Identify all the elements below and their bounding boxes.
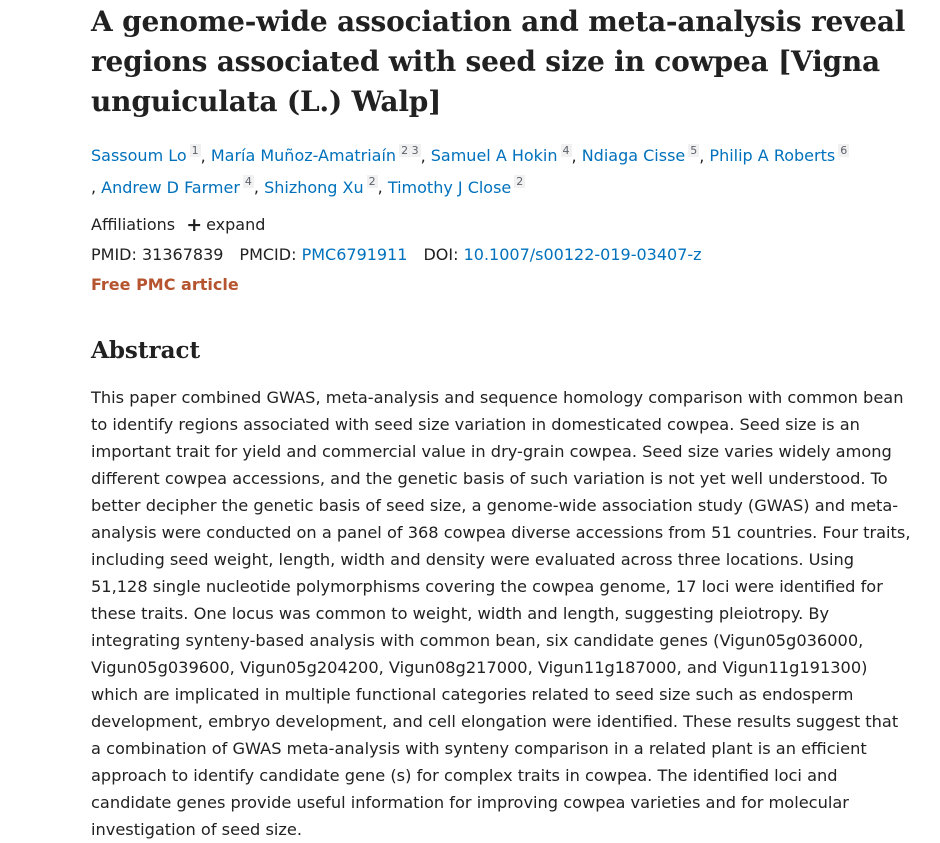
expand-label: expand: [206, 214, 266, 234]
author-item: [91, 146, 201, 165]
author-link[interactable]: Shizhong Xu: [264, 177, 364, 197]
pmcid-label: PMCID:: [239, 244, 297, 264]
author-link[interactable]: Sassoum Lo: [91, 146, 187, 166]
author-link[interactable]: Andrew D Farmer: [101, 177, 240, 197]
author-item: [387, 175, 525, 197]
author-link[interactable]: Ndiaga Cisse: [581, 146, 686, 166]
affiliation-ref[interactable]: 2: [516, 175, 524, 189]
author-item: [709, 146, 849, 165]
affiliation-ref[interactable]: 1: [191, 144, 199, 157]
plus-icon: +: [186, 213, 203, 236]
abstract-text: This paper combined GWAS, meta-analysis and sequence homology comparison with common bean to identify regions associated with seed size variation in domesticated cowpea. Seed size is an important trait for yield and commercial value in dry-grain cowpea. Seed size varies widely among different cowpea accessions, and the genetic basis of such variation is not yet well understood. To better decipher the genetic basis of seed size, a genome-wide association study (GWAS) and meta-analysis were conducted on a panel of 368 cowpea diverse accessions from 51 countries. Four traits, including seed weight, length, width and density were evaluated across three locations. Using 51,128 single nucleotide polymorphisms covering the cowpea genome, 17 loci were identified for these traits. One locus was common to weight, width and length, suggesting pleiotropy. By integrating synteny-based analysis with common bean, six candidate genes (Vigun05g036000, Vigun05g039600, Vigun05g204200, Vigun08g217000, Vigun11g187000, and Vigun11g191300) which are implicated in multiple functional categories related to seed size such as endosperm development, embryo development, and cell elongation were identified. These results suggest that a combination of GWAS meta-analysis with synteny comparison in a related plant is an efficient approach to identify candidate gene (s) for complex traits in cowpea. The identified loci and candidate genes provide useful information for improving cowpea varieties and for molecular investigation of seed size.: [91, 387, 911, 839]
article-title: A genome-wide association and meta-analysis reveal regions associated with seed size in cowpea [Vigna unguiculata (L.) Walp]: [91, 5, 906, 118]
article-content: [91, 0, 911, 843]
free-pmc-article-badge[interactable]: Free PMC article: [91, 274, 239, 294]
affiliation-ref[interactable]: 2 3: [401, 144, 419, 157]
affiliation-ref[interactable]: 6: [840, 144, 848, 157]
author-item: [211, 146, 421, 165]
author-item: [582, 146, 700, 165]
abstract-heading: Abstract: [91, 336, 201, 364]
affiliation-ref[interactable]: 2: [368, 175, 376, 189]
pmid-label: PMID:: [91, 244, 137, 264]
pmid-value: 31367839: [141, 244, 224, 264]
author-link[interactable]: Timothy J Close: [387, 177, 512, 197]
affiliation-ref[interactable]: 5: [690, 144, 698, 157]
pmcid-link[interactable]: PMC6791911: [301, 244, 408, 264]
author-link[interactable]: Samuel A Hokin: [430, 146, 558, 166]
expand-affiliations-button[interactable]: [186, 215, 265, 234]
author-item: [264, 175, 378, 197]
affiliation-ref[interactable]: 4: [244, 175, 252, 189]
doi-link[interactable]: 10.1007/s00122-019-03407-z: [463, 244, 702, 264]
affiliation-ref[interactable]: 4: [562, 144, 570, 157]
doi-label: DOI:: [423, 244, 459, 264]
author-link[interactable]: María Muñoz-Amatriaín: [210, 146, 397, 166]
author-item: [431, 146, 572, 165]
affiliations-label: Affiliations: [91, 214, 176, 234]
author-list: Sassoum Lo $^1$ , María Muñoz-Amatriaín $^{2 3}$ , Samuel A Hokin $^4$ , Ndiaga Cisse $^5$ , Philip A Roberts $^6$ , Andrew D Farmer $^4$ , Shizhong Xu $^2$ , Timothy J Close $^2$: [91, 144, 848, 197]
author-link[interactable]: Philip A Roberts: [709, 146, 836, 166]
affiliations-row: [91, 213, 911, 236]
identifiers-row: [91, 244, 911, 266]
author-item: [101, 175, 254, 197]
